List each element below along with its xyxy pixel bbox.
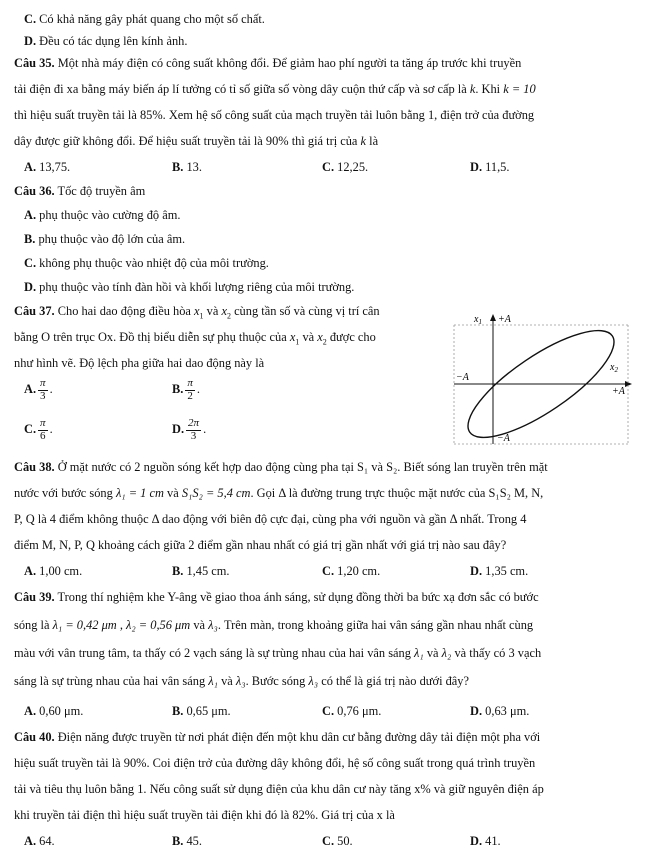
q39-option-d[interactable]: D. 0,63 μm. <box>470 704 530 718</box>
graph-x-arrow <box>625 381 632 387</box>
q38-line2: nước với bước sóng λ₁ = 1 cm và S₁S₂ = 5,4 cm. Gọi Δ là đường trung trực thuộc mặt nước của S₁S₂ M, N, <box>14 486 544 500</box>
q37-line2: bằng O trên trục Ox. Đồ thị biểu diễn sự phụ thuộc của $x_1$ và $x_2$ được cho <box>14 330 376 347</box>
q40-option-c[interactable]: C. 50. <box>322 834 353 848</box>
q38-option-a[interactable]: A. 1,00 cm. <box>24 564 83 578</box>
q35-option-b[interactable]: B. 13. <box>172 160 202 174</box>
q35-line1: Câu 35. Một nhà máy điện có công suất không đổi. Để giảm hao phí người ta tăng áp trước khi truyền <box>14 56 522 70</box>
q40-option-a[interactable]: A. 64. <box>24 834 55 848</box>
option-d-line: D. Đều có tác dụng lên kính ảnh. <box>24 34 188 48</box>
graph-x-minus-a: −A <box>456 372 469 383</box>
graph-y-label: $x_1$ <box>474 314 482 326</box>
graph-y-plus-a: +A <box>498 314 511 325</box>
q38-line4: điểm M, N, P, Q khoảng cách giữa 2 điểm gần nhau nhất có giá trị gần nhất với giá trị nào sau đây? <box>14 538 507 552</box>
q35-option-d[interactable]: D. 11,5. <box>470 160 510 174</box>
q36-option-a[interactable]: A. phụ thuộc vào cường độ âm. <box>24 208 181 222</box>
q36-option-b[interactable]: B. phụ thuộc vào độ lớn của âm. <box>24 232 186 246</box>
q35-line2: tải điện đi xa bằng máy biến áp lí tưởng có tỉ số giữa số vòng dây cuộn thứ cấp và sơ cấp là k. Khi k = 10 <box>14 82 536 96</box>
q38-option-b[interactable]: B. 1,45 cm. <box>172 564 230 578</box>
q35-line4: dây được giữ không đổi. Để hiệu suất truyền tải là 90% thì giá trị của k là <box>14 134 379 148</box>
q36-option-c[interactable]: C. không phụ thuộc vào nhiệt độ của môi trường. <box>24 256 269 270</box>
q40-line3: tải và tiêu thụ luôn bằng 1. Nếu công suất sử dụng điện của khu dân cư này tăng x% và giữ nguyên điện áp <box>14 782 544 796</box>
q37-line3: như hình vẽ. Độ lệch pha giữa hai dao động này là <box>14 356 265 370</box>
q39-line1: Câu 39. Trong thí nghiệm khe Y-âng về giao thoa ánh sáng, sử dụng đồng thời ba bức xạ đơn sắc có bước <box>14 590 539 604</box>
graph-x-plus-a: +A <box>612 386 625 397</box>
q38-option-d[interactable]: D. 1,35 cm. <box>470 564 529 578</box>
q35-line3: thì hiệu suất truyền tải là 85%. Xem hệ số công suất của mạch truyền tải luôn bằng 1, điện trở của đường <box>14 108 535 122</box>
option-c-line: C. Có khả năng gây phát quang cho một số chất. <box>24 12 265 26</box>
q39-line4: sáng là sự trùng nhau của hai vân sáng λ₁ và λ₃. Bước sóng λ₃ có thể là giá trị nào dưới đây? <box>14 674 469 688</box>
q38-line1: Câu 38. Ở mặt nước có 2 nguồn sóng kết hợp dao động cùng pha tại S₁ và S₂. Biết sóng lan truyền trên mặt <box>14 460 548 474</box>
q40-line2: hiệu suất truyền tải là 90%. Coi điện trở của đường dây không đổi, hệ số công suất trong quá trình truyền <box>14 756 536 770</box>
q39-option-c[interactable]: C. 0,76 μm. <box>322 704 382 718</box>
q40-option-d[interactable]: D. 41. <box>470 834 501 848</box>
graph-y-arrow <box>490 314 496 321</box>
graph-y-minus-a: −A <box>497 433 510 444</box>
q36-stem: Câu 36. Tốc độ truyền âm <box>14 184 146 198</box>
q39-line2: sóng là λ₁ = 0,42 μm , λ₂ = 0,56 μm và λ₃. Trên màn, trong khoảng giữa hai vân sáng gần nhau nhất cùng <box>14 618 534 632</box>
q36-option-d[interactable]: D. phụ thuộc vào tính đàn hồi và khối lượng riêng của môi trường. <box>24 280 355 294</box>
q37-line1: Câu 37. Cho hai dao động điều hòa $x_1$ và $x_2$ cùng tần số và cùng vị trí cân <box>14 304 380 321</box>
q39-option-a[interactable]: A. 0,60 μm. <box>24 704 84 718</box>
q35-option-a[interactable]: A. 13,75. <box>24 160 71 174</box>
q40-line4: khi truyền tải điện thì hiệu suất truyền tải điện khi đó là 82%. Giá trị của x là <box>14 808 395 822</box>
q40-line1: Câu 40. Điện năng được truyền từ nơi phát điện đến một khu dân cư bằng đường dây tải điện một pha với <box>14 730 541 744</box>
q40-option-b[interactable]: B. 45. <box>172 834 202 848</box>
graph-x-label: $x_2$ <box>610 362 618 374</box>
q37-option-d[interactable]: D. $\frac{2\pi}{3}$ . <box>172 417 207 442</box>
q37-option-a[interactable]: A. $\frac{\pi}{3}$ . <box>24 377 53 402</box>
q37-ellipse-graph <box>448 308 638 448</box>
q38-line3: P, Q là 4 điểm không thuộc Δ dao động với biên độ cực đại, cùng pha với nguồn và gần Δ nhất. Trong 4 <box>14 512 527 526</box>
q38-option-c[interactable]: C. 1,20 cm. <box>322 564 381 578</box>
q37-option-b[interactable]: B. $\frac{\pi}{2}$ . <box>172 377 200 402</box>
q35-option-c[interactable]: C. 12,25. <box>322 160 369 174</box>
graph-ellipse <box>454 313 628 448</box>
q37-option-c[interactable]: C. $\frac{\pi}{6}$ . <box>24 417 53 442</box>
q39-option-b[interactable]: B. 0,65 μm. <box>172 704 231 718</box>
q39-line3: màu với vân trung tâm, ta thấy có 2 vạch sáng là sự trùng nhau của hai vân sáng λ₁ và λ₂ và thấy có 3 vạch <box>14 646 542 660</box>
